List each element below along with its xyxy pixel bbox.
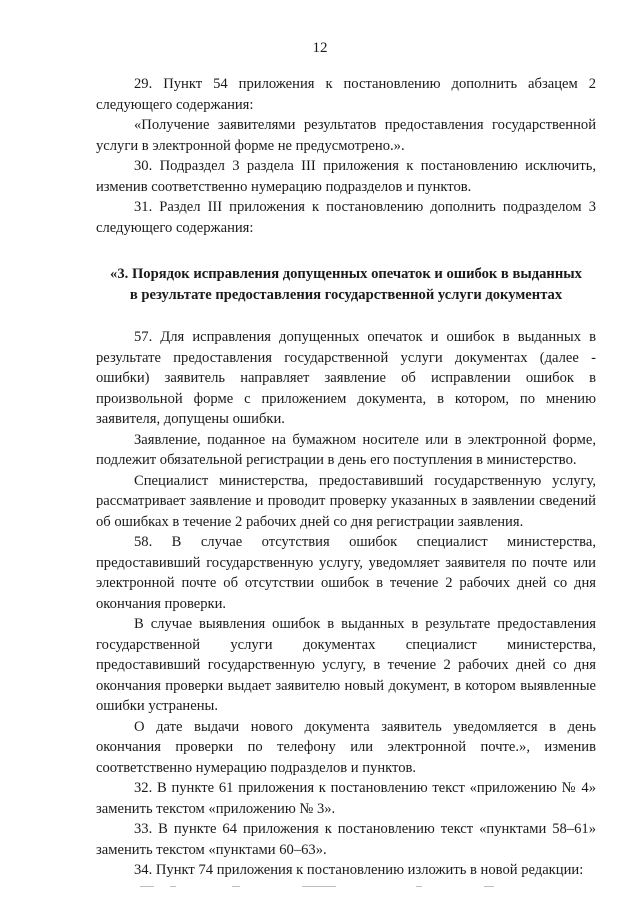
document-body — [96, 74, 596, 881]
paragraph-item-57: 57. Для исправления допущенных опечаток и ошибок в выданных в результате предоставления государственной услуги документах (далее - ошибки) заявитель направляет заявление об исправлении ошибок в произвольной форме с приложением документа, в котором, по мнению заявителя, допущены ошибки. — [96, 329, 596, 427]
paragraph-item-33: 33. В пункте 64 приложения к постановлению текст «пунктами 58–61» заменить текстом «пунктами 60–63». — [96, 821, 596, 858]
paragraph-notification: О дате выдачи нового документа заявитель уведомляется в день окончания проверки по телефону или электронной почте.», изменив соответственно нумерацию подразделов и пунктов. — [96, 718, 596, 776]
section-heading-line-1: «3. Порядок исправления допущенных опечаток и ошибок в выданных — [110, 266, 582, 282]
page-number: 12 — [312, 40, 328, 56]
paragraph-item-31: 31. Раздел III приложения к постановлению дополнить подразделом 3 следующего содержания: — [96, 199, 596, 236]
scan-artifact-marks — [140, 884, 520, 890]
paragraph-specialist-review: Специалист министерства, предоставивший государственную услугу, рассматривает заявление и проводит проверку указанных в заявлении сведений об ошибках в течение 2 рабочих дней со дня регистрации заявления. — [96, 472, 596, 530]
paragraph-item-58: 58. В случае отсутствия ошибок специалист министерства, предоставивший государственную услугу, уведомляет заявителя по почте или электронной почте об отсутствии ошибок в течение 2 рабочих дней со дня окончания проверки. — [96, 534, 596, 612]
paragraph-application-registration: Заявление, поданное на бумажном носителе или в электронной форме, подлежит обязательной регистрации в день его поступления в министерство. — [96, 431, 596, 468]
section-heading — [96, 264, 596, 305]
paragraph-item-32: 32. В пункте 61 приложения к постановлению текст «приложению № 4» заменить текстом «приложению № 3». — [96, 780, 596, 817]
paragraph-item-34: 34. Пункт 74 приложения к постановлению изложить в новой редакции: — [134, 862, 584, 878]
section-heading-line-2: в результате предоставления государственной услуги документах — [129, 286, 563, 303]
paragraph-errors-found: В случае выявления ошибок в выданных в результате предоставления государственной услуги документах специалист министерства, предоставивший государственную услугу, в течение 2 рабочих дней со дня окончания проверки выдает заявителю новый документ, в котором выявленные ошибки устранены. — [96, 616, 596, 714]
paragraph-item-29: 29. Пункт 54 приложения к постановлению дополнить абзацем 2 следующего содержания: — [96, 76, 596, 113]
paragraph-quote-54: «Получение заявителями результатов предоставления государственной услуги в электронной форме не предусмотрено.». — [96, 117, 596, 154]
paragraph-item-30: 30. Подраздел 3 раздела III приложения к постановлению исключить, изменив соответственно нумерацию подразделов и пунктов. — [96, 158, 596, 195]
